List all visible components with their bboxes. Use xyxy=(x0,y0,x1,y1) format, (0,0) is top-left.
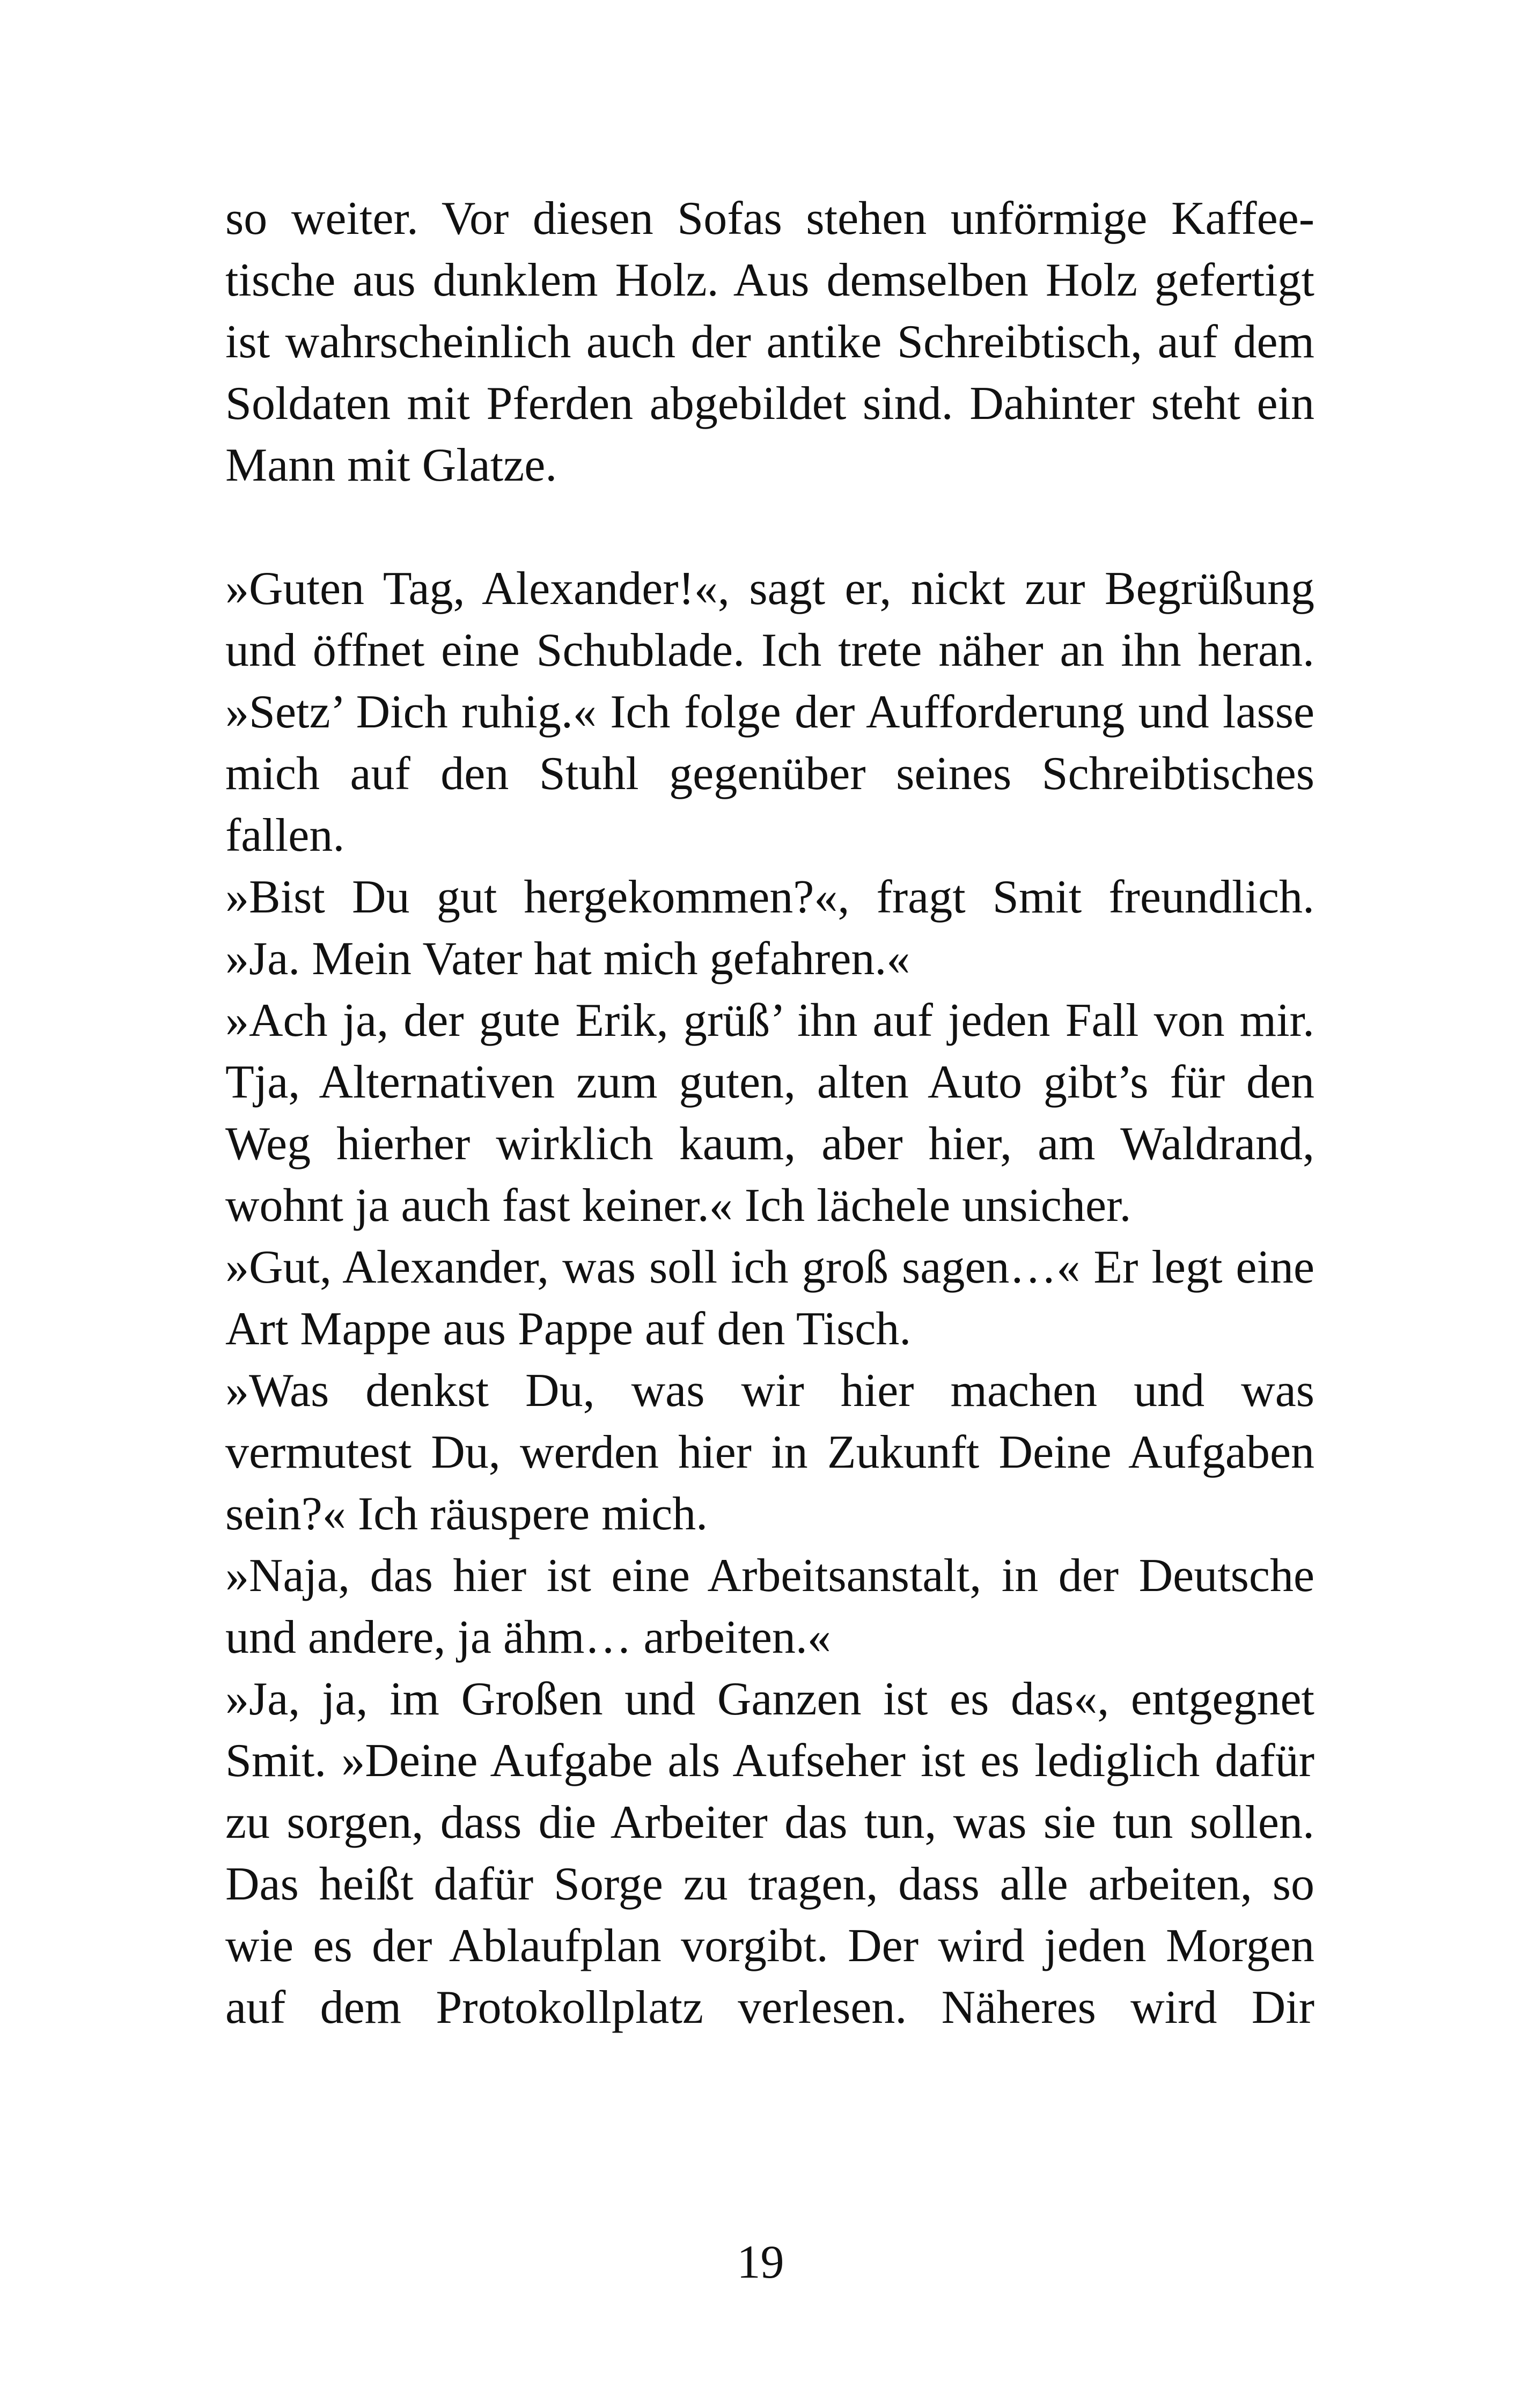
text-line: Smit. »Deine Aufgabe als Aufseher ist es lediglich dafür xyxy=(225,1735,1314,1787)
text-line: sein?« Ich räuspere mich. xyxy=(225,1488,708,1540)
text-line: mich auf den Stuhl gegenüber seines Schreibtisches xyxy=(225,748,1314,800)
text-line: »Naja, das hier ist eine Arbeitsanstalt, in der Deutsche xyxy=(225,1550,1314,1602)
text-line: Tja, Alternativen zum guten, alten Auto gibt’s für den xyxy=(225,1056,1314,1108)
text-line: »Bist Du gut hergekommen?«, fragt Smit freundlich. xyxy=(225,871,1314,923)
text-line: ist wahrscheinlich auch der antike Schreibtisch, auf dem xyxy=(225,316,1314,368)
paragraph-gap xyxy=(225,496,1314,558)
text-line: und andere, ja ähm… arbeiten.« xyxy=(225,1611,831,1663)
text-line: wie es der Ablaufplan vorgibt. Der wird jeden Morgen xyxy=(225,1920,1314,1972)
page-number: 19 xyxy=(737,2236,784,2288)
text-line: »Ja. Mein Vater hat mich gefahren.« xyxy=(225,933,910,985)
body-text xyxy=(225,188,1314,2038)
text-line: auf dem Protokollplatz verlesen. Näheres wird Dir xyxy=(225,1982,1314,2034)
text-line: vermutest Du, werden hier in Zukunft Deine Aufgaben xyxy=(225,1426,1314,1478)
text-line: zu sorgen, dass die Arbeiter das tun, was sie tun sollen. xyxy=(225,1796,1314,1849)
text-line: »Ach ja, der gute Erik, grüß’ ihn auf jeden Fall von mir. xyxy=(225,995,1314,1047)
text-line: Das heißt dafür Sorge zu tragen, dass alle arbeiten, so xyxy=(225,1858,1314,1910)
text-line: »Gut, Alexander, was soll ich groß sagen…« Er legt eine xyxy=(225,1241,1314,1293)
text-line: Weg hierher wirklich kaum, aber hier, am Waldrand, xyxy=(225,1118,1314,1170)
text-line: »Guten Tag, Alexander!«, sagt er, nickt zur Begrüßung xyxy=(225,563,1314,615)
text-line: »Was denkst Du, was wir hier machen und was xyxy=(225,1365,1314,1417)
text-line: so weiter. Vor diesen Sofas stehen unförmige Kaffee- xyxy=(225,193,1314,245)
text-line: wohnt ja auch fast keiner.« Ich lächele unsicher. xyxy=(225,1180,1131,1232)
text-line: Soldaten mit Pferden abgebildet sind. Dahinter steht ein xyxy=(225,378,1314,430)
text-line: Art Mappe aus Pappe auf den Tisch. xyxy=(225,1303,912,1355)
text-line: »Ja, ja, im Großen und Ganzen ist es das«, entgegnet xyxy=(225,1673,1314,1725)
text-line: und öffnet eine Schublade. Ich trete näher an ihn heran. xyxy=(225,624,1314,676)
text-line: »Setz’ Dich ruhig.« Ich folge der Aufforderung und lasse xyxy=(225,686,1314,738)
text-line: tische aus dunklem Holz. Aus demselben Holz gefertigt xyxy=(225,254,1314,306)
text-line: fallen. xyxy=(225,809,345,861)
text-line: Mann mit Glatze. xyxy=(225,439,557,491)
